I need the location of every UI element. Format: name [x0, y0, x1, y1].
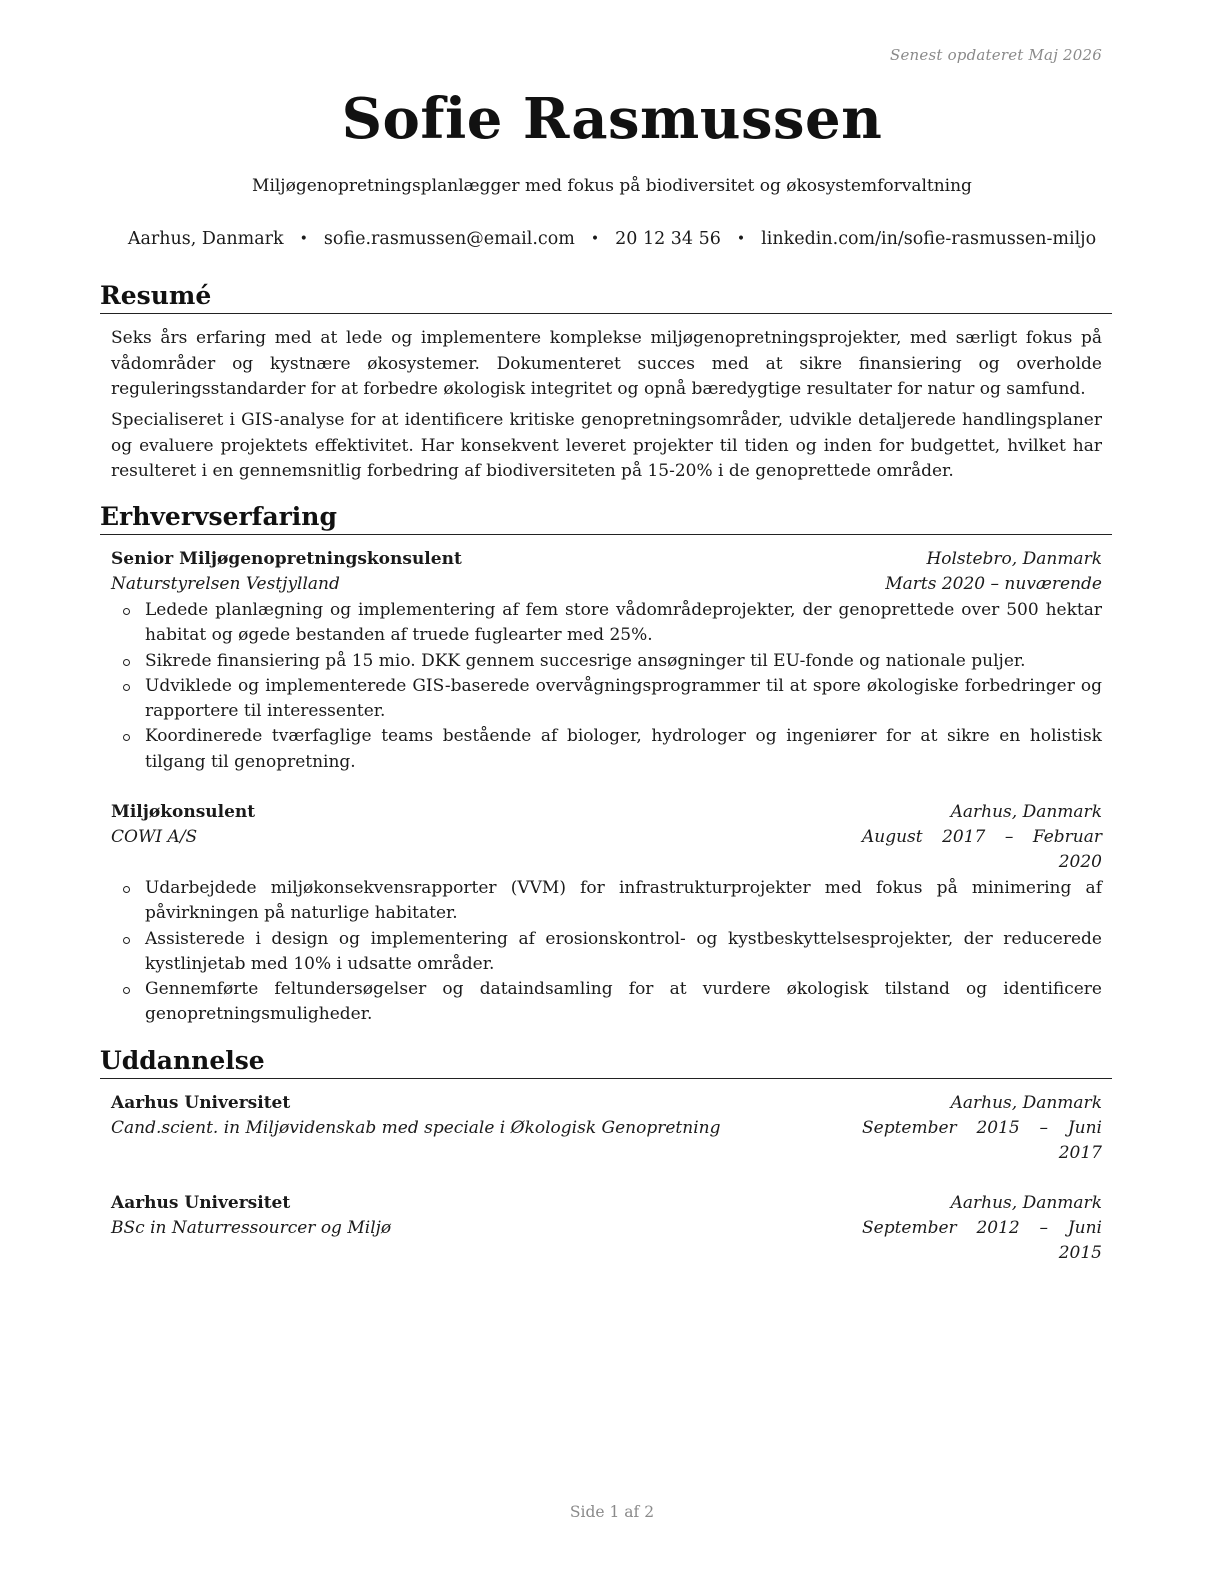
bullet-text: Assisterede i design og implementering af erosionskontrol- og kystbeskyttelsesprojekter, der reducerede kystlinjetab med 10% i udsatte områder.: [145, 928, 1102, 974]
contact-phone: 20 12 34 56: [615, 229, 721, 249]
section-title-experience: Erhvervserfaring: [100, 501, 1112, 535]
education-degree: BSc in Naturressourcer og Miljø: [111, 1218, 392, 1238]
page-number: Side 1 af 2: [569, 1503, 655, 1521]
bullet-separator: •: [736, 231, 746, 247]
bullet-separator: •: [590, 231, 600, 247]
list-item: [111, 927, 1102, 978]
education-degree: Cand.scient. in Miljøvidenskab med speciale i Økologisk Genopretning: [111, 1118, 721, 1138]
circle-bullet-icon: [123, 734, 130, 741]
list-item: [111, 649, 1102, 674]
contact-location: Aarhus, Danmark: [127, 229, 284, 249]
circle-bullet-icon: [123, 684, 130, 691]
contact-email[interactable]: sofie.rasmussen@email.com: [323, 229, 575, 249]
summary-paragraph-2: Specialiseret i GIS-analyse for at identificere kritiske genopretningsområder, udvikle detaljerede handlingsplaner og evaluere projektets effektivitet. Har konsekvent leveret projekter til tiden og inden for budgettet, hvilket har resulteret i en gennemsnitlig forbedring af biodiversiteten på 15-20% i de genoprettede områder.: [111, 410, 1102, 481]
job-organization: COWI A/S: [111, 827, 198, 847]
education-location: Aarhus, Danmark: [950, 1193, 1102, 1213]
circle-bullet-icon: [123, 608, 130, 615]
job-bullets: [111, 876, 1102, 1028]
circle-bullet-icon: [123, 937, 130, 944]
job-dates: August 2017 – Februar 2020: [862, 827, 1102, 873]
list-item: [111, 674, 1102, 725]
job-role: Miljøkonsulent: [111, 802, 256, 822]
list-item: [111, 598, 1102, 649]
bullet-text: Sikrede finansiering på 15 mio. DKK gennem succesrige ansøgninger til EU-fonde og nationale puljer.: [145, 650, 1026, 671]
education-dates: September 2015 – Juni 2017: [862, 1118, 1102, 1164]
bullet-text: Udviklede og implementerede GIS-baserede overvågningsprogrammer til at spore økologiske forbedringer og rapportere til interessenter.: [145, 675, 1102, 722]
circle-bullet-icon: [123, 987, 130, 994]
list-item: [111, 724, 1102, 775]
candidate-name: Sofie Rasmussen: [341, 86, 883, 152]
summary-paragraph-1: Seks års erfaring med at lede og implementere komplekse miljøgenopretningsprojekter, med særligt fokus på vådområder og kystnære økosystemer. Dokumenteret succes med at sikre finansiering og overholde reguleringsstandarder for at forbedre økologisk integritet og opnå bæredygtige resultater for natur og samfund.: [111, 328, 1102, 399]
education-school: Aarhus Universitet: [111, 1193, 291, 1213]
list-item: [111, 876, 1102, 927]
circle-bullet-icon: [123, 659, 130, 666]
circle-bullet-icon: [123, 886, 130, 893]
education-location: Aarhus, Danmark: [950, 1093, 1102, 1113]
list-item: [111, 977, 1102, 1028]
bullet-text: Ledede planlægning og implementering af fem store vådområdeprojekter, der genoprettede over 500 hektar habitat og øgede bestanden af truede fuglearter med 25%.: [145, 600, 1102, 646]
contact-linkedin[interactable]: linkedin.com/in/sofie-rasmussen-miljo: [761, 229, 1097, 249]
contact-line: [0, 229, 1224, 249]
last-updated-note: Senest opdateret Maj 2026: [889, 46, 1102, 64]
job-organization: Naturstyrelsen Vestjylland: [111, 574, 340, 594]
education-dates: September 2012 – Juni 2015: [862, 1218, 1102, 1264]
candidate-tagline: Miljøgenopretningsplanlægger med fokus på biodiversitet og økosystemforvaltning: [252, 176, 972, 196]
bullet-separator: •: [299, 231, 308, 247]
education-school: Aarhus Universitet: [111, 1093, 291, 1113]
bullet-text: Udarbejdede miljøkonsekvensrapporter (VVM) for infrastrukturprojekter med fokus på minimering af påvirkningen på naturlige habitater.: [145, 878, 1102, 924]
job-dates: Marts 2020 – nuværende: [885, 574, 1102, 594]
job-role: Senior Miljøgenopretningskonsulent: [111, 549, 462, 569]
job-bullets: [111, 598, 1102, 775]
job-location: Aarhus, Danmark: [950, 802, 1102, 822]
job-location: Holstebro, Danmark: [926, 549, 1102, 569]
bullet-text: Koordinerede tværfaglige teams bestående af biologer, hydrologer og ingeniører for at sikre en holistisk tilgang til genopretning.: [145, 726, 1102, 772]
bullet-text: Gennemførte feltundersøgelser og dataindsamling for at vurdere økologisk tilstand og identificere genopretningsmuligheder.: [145, 979, 1102, 1025]
section-title-summary: Resumé: [100, 280, 1112, 314]
section-title-education: Uddannelse: [100, 1045, 1112, 1079]
